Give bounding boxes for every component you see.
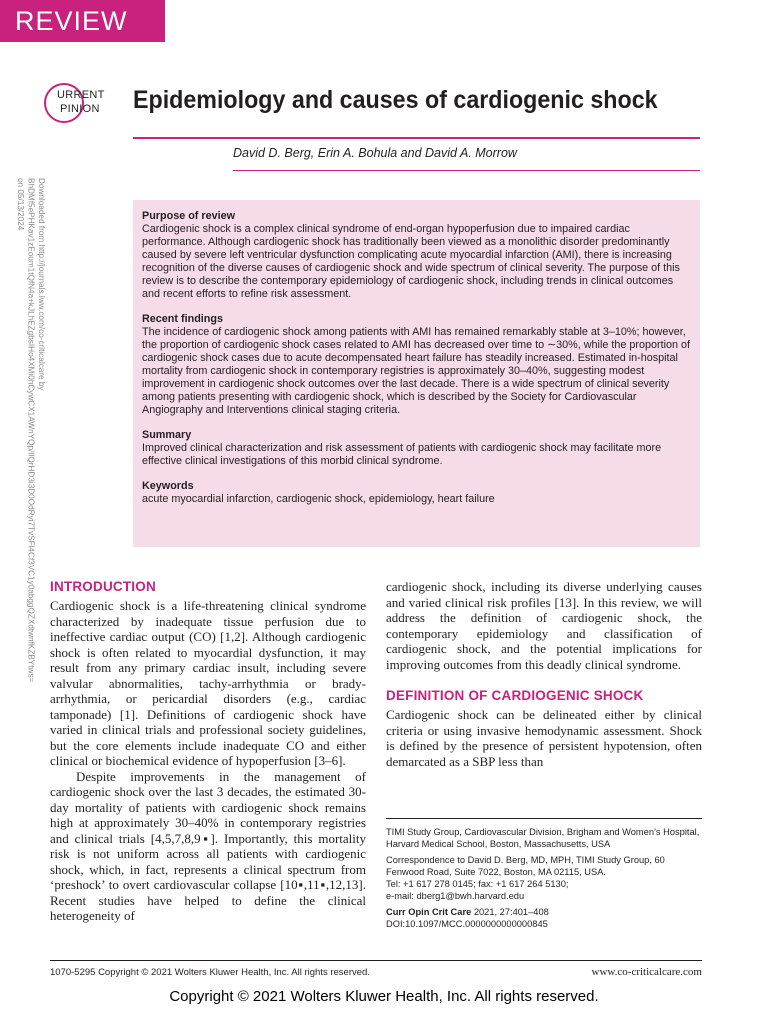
authors-divider [233,170,700,171]
left-column [50,579,366,924]
doi-text[interactable]: DOI:10.1097/MCC.0000000000000845 [386,919,548,929]
affiliation-text: TIMI Study Group, Cardiovascular Division, Brigham and Women’s Hospital, Harvard Medical School, Boston, Massachusetts, USA [386,827,700,849]
journal-url-link[interactable]: www.co-criticalcare.com [591,966,702,978]
footer-divider [50,960,702,961]
authors: David D. Berg, Erin A. Bohula and David A. Morrow [233,146,517,160]
definition-heading: DEFINITION OF CARDIOGENIC SHOCK [386,688,644,703]
intro-paragraph-continued: cardiogenic shock, including its diverse underlying causes and varied clinical risk profiles [13]. In this review, we will address the definition of cardiogenic shock, the contemporary epidemiology and classification of cardiogenic shock, and the potential implications for improving outcomes from this deadly clinical syndrome. [386,579,702,672]
journal-name: Curr Opin Crit Care [386,907,472,917]
definition-paragraph-1: Cardiogenic shock can be delineated either by clinical criteria or using invasive hemodynamic assessment. Shock is defined by the presence of persistent hypotension, often demarcated as a SBP less than [386,707,702,769]
title-divider [133,137,700,139]
summary-text: Improved clinical characterization and risk assessment of patients with cardiogenic shock may facilitate more effective clinical investigations of this morbid clinical syndrome. [142,442,662,467]
tel-fax-text: Tel: +1 617 278 0145; fax: +1 617 264 5130; [386,879,569,889]
citation-text: 2021, 27:401–408 [471,907,549,917]
keywords-heading: Keywords [142,480,194,492]
findings-heading: Recent findings [142,313,223,325]
purpose-heading: Purpose of review [142,210,236,222]
current-opinion-logo [44,83,120,123]
right-column [386,579,702,769]
findings-text: The incidence of cardiogenic shock among patients with AMI has remained remarkably stable at 3–10%; however, the proportion of cardiogenic shock cases related to AMI has decreased over time to ∼30%, while the proportion of cardiogenic shock cases due to acute decompensated heart failure has steadily increased. Estimated in-hospital mortality from cardiogenic shock in contemporary registries is approximately 30–40%, suggesting modest improvement in cardiogenic shock outcomes over the last decade. There is a wide spectrum of clinical severity among patients presenting with cardiogenic shock, which is described by the Society for Cardiovascular Angiography and Interventions clinical staging criteria. [142,326,690,416]
intro-paragraph-1: Cardiogenic shock is a life-threatening clinical syndrome characterized by inadequate tissue perfusion due to ineffective cardiac output (CO) [1,2]. Although cardiogenic shock is often related to myocardial dysfunction, it may result from any primary cardiac insult, including severe valvular abnormalities, tachy-arrhythmia or brady-arrhythmia, or pericardial disorders (e.g., cardiac tamponade) [1]. Definitions of cardiogenic shock have varied in clinical trials and professional society guidelines, but the core elements include inadequate CO and either clinical or biochemical evidence of hypoperfusion [3–6]. [50,598,366,768]
review-tag: REVIEW [0,0,165,42]
correspondence-text: Correspondence to David D. Berg, MD, MPH, TIMI Study Group, 60 Fenwood Road, Suite 7022, Boston, MA 02115, USA. [386,855,665,877]
download-notice: Downloaded from http://journals.lww.com/co-criticalcare by BhDMf5ePHKav1zEoum1tQfN4a+kJLhEZgbsIHo4XMi0hCywCX1AWnYQp/IlQrHD3i3D0OdRyi7TvSFl4Cf3VC1y0abggQZXdtwnfKZBYtws= on 05/13/2024 [16,178,46,683]
affiliation-divider [386,818,702,819]
footer-copyright: 1070-5295 Copyright © 2021 Wolters Kluwer Health, Inc. All rights reserved. [50,967,370,978]
introduction-heading: INTRODUCTION [50,579,156,594]
abstract-box [133,200,700,547]
logo-word-2: PINION [60,103,100,115]
article-title: Epidemiology and causes of cardiogenic shock [133,86,658,114]
intro-paragraph-2: Despite improvements in the management of cardiogenic shock over the last 3 decades, the estimated 30-day mortality of patients with cardiogenic shock remains high at approximately 30–40% in contemporary registries and clinical trials [4,5,7,8,9▪]. Importantly, this mortality risk is not uniform across all patients with cardiogenic shock, which, in fact, represents a clinical spectrum from ‘preshock’ to overt cardiovascular collapse [10▪,11▪,12,13]. Recent studies have helped to define the clinical heterogeneity of [50,768,366,923]
affiliation-block [386,826,702,934]
email-text[interactable]: e-mail: dberg1@bwh.harvard.edu [386,891,525,901]
logo-word-1: URRENT [57,89,105,101]
purpose-text: Cardiogenic shock is a complex clinical syndrome of end-organ hypoperfusion due to impaired cardiac performance. Although cardiogenic shock has traditionally been viewed as a monolithic disorder predominantly caused by severe left ventricular dysfunction complicating acute myocardial infarction (AMI), there is increasing recognition of the diverse causes of cardiogenic shock and wide spectrum of clinical severity. The purpose of this review is to describe the contemporary epidemiology of cardiogenic shock, including trends in clinical outcomes and recent efforts to refine risk assessment. [142,223,680,300]
summary-heading: Summary [142,429,192,441]
keywords-text: acute myocardial infarction, cardiogenic shock, epidemiology, heart failure [142,493,495,505]
page-copyright-notice: Copyright © 2021 Wolters Kluwer Health, Inc. All rights reserved. [169,988,599,1005]
